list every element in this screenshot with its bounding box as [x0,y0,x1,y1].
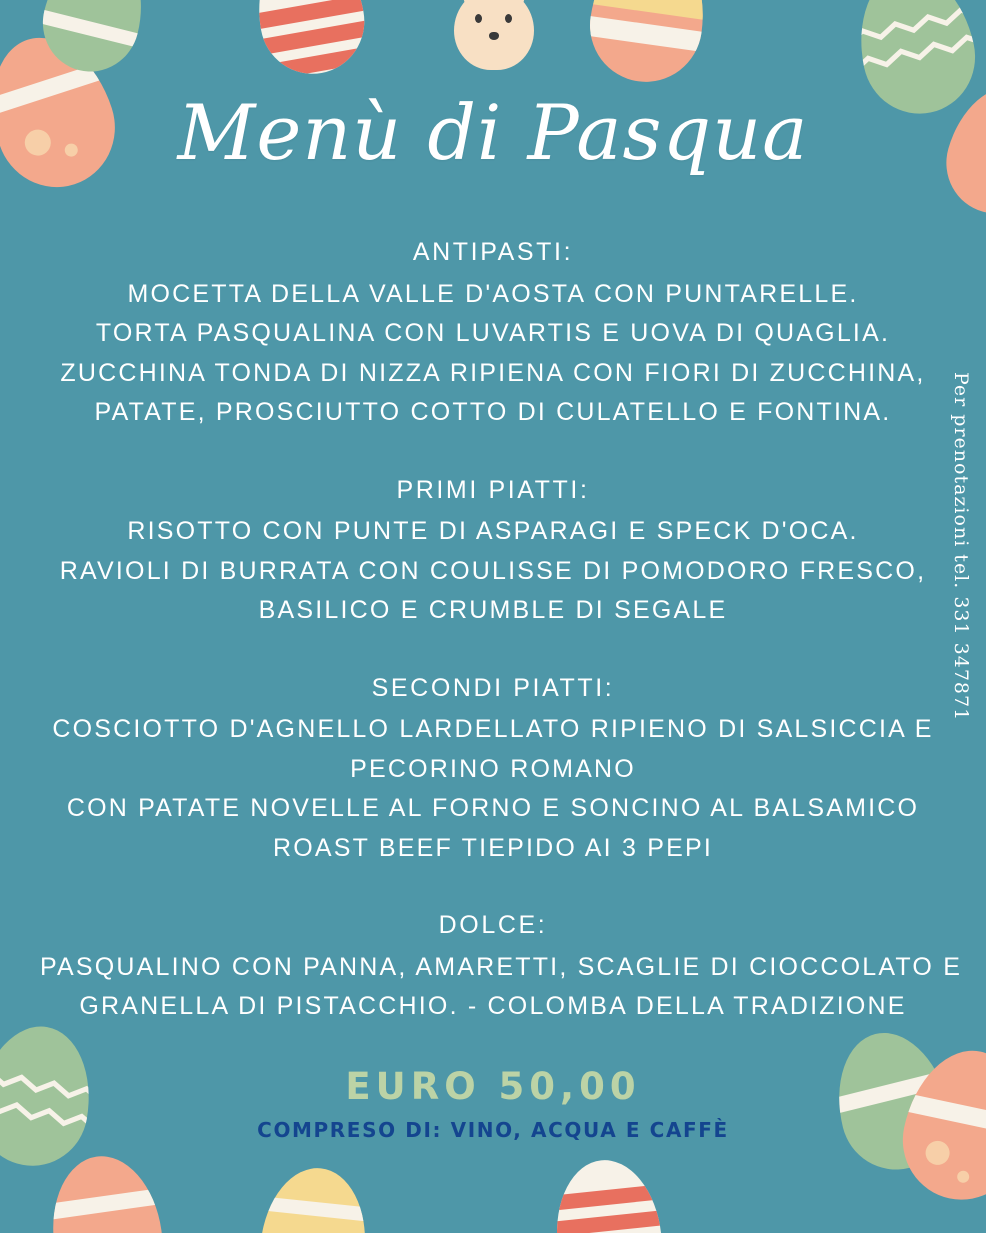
menu-line: ZUCCHINA TONDA DI NIZZA RIPIENA CON FIORI DI ZUCCHINA, [60,358,926,387]
price-label: EURO 50,00 [345,1064,641,1108]
menu-line: PASQUALINO CON PANNA, AMARETTI, SCAGLIE DI CIOCCOLATO E [40,952,963,981]
section-heading: SECONDI PIATTI: [371,673,615,702]
section-heading: ANTIPASTI: [412,238,574,266]
egg-yellow-bottom [255,1163,372,1233]
menu-line: CON PATATE NOVELLE AL FORNO E SONCINO AL BALSAMICO [66,794,920,822]
menu-line: MOCETTA DELLA VALLE D'AOSTA CON PUNTARELLE. [127,279,859,308]
menu-line: PECORINO ROMANO [350,754,636,783]
menu-line: TORTA PASQUALINA CON LUVARTIS E UOVA DI QUAGLIA. [95,319,891,347]
included-label: COMPRESO DI: VINO, ACQUA E CAFFÈ [257,1117,729,1142]
menu-section-dolce [40,906,963,1027]
menu-line: RAVIOLI DI BURRATA CON COULISSE DI POMODORO FRESCO, [59,556,927,585]
menu-line: COSCIOTTO D'AGNELLO LARDELLATO RIPIENO DI SALSICCIA E [52,715,934,743]
page-title: Menù di Pasqua [177,88,809,177]
menu-line: GRANELLA DI PISTACCHIO. - COLOMBA DELLA TRADIZIONE [79,992,907,1020]
egg-striped-red-bottom [549,1155,666,1233]
egg-peach-bottom-left [43,1149,169,1233]
menu-sections [0,233,986,1027]
reservation-phone-note: Per prenotazioni tel. 331 347871 [950,372,972,722]
menu-line: BASILICO E CRUMBLE DI SEGALE [258,596,728,624]
menu-line: RISOTTO CON PUNTE DI ASPARAGI E SPECK D'OCA. [127,517,859,545]
section-heading: PRIMI PIATTI: [396,475,590,504]
menu-section-antipasti [40,233,946,433]
menu-line: PATATE, PROSCIUTTO COTTO DI CULATELLO E FONTINA. [94,398,892,426]
menu-line: ROAST BEEF TIEPIDO AI 3 PEPI [273,833,713,862]
section-heading: DOLCE: [438,911,548,939]
menu-section-secondi-piatti [40,669,946,869]
menu-section-primi-piatti [40,471,946,631]
